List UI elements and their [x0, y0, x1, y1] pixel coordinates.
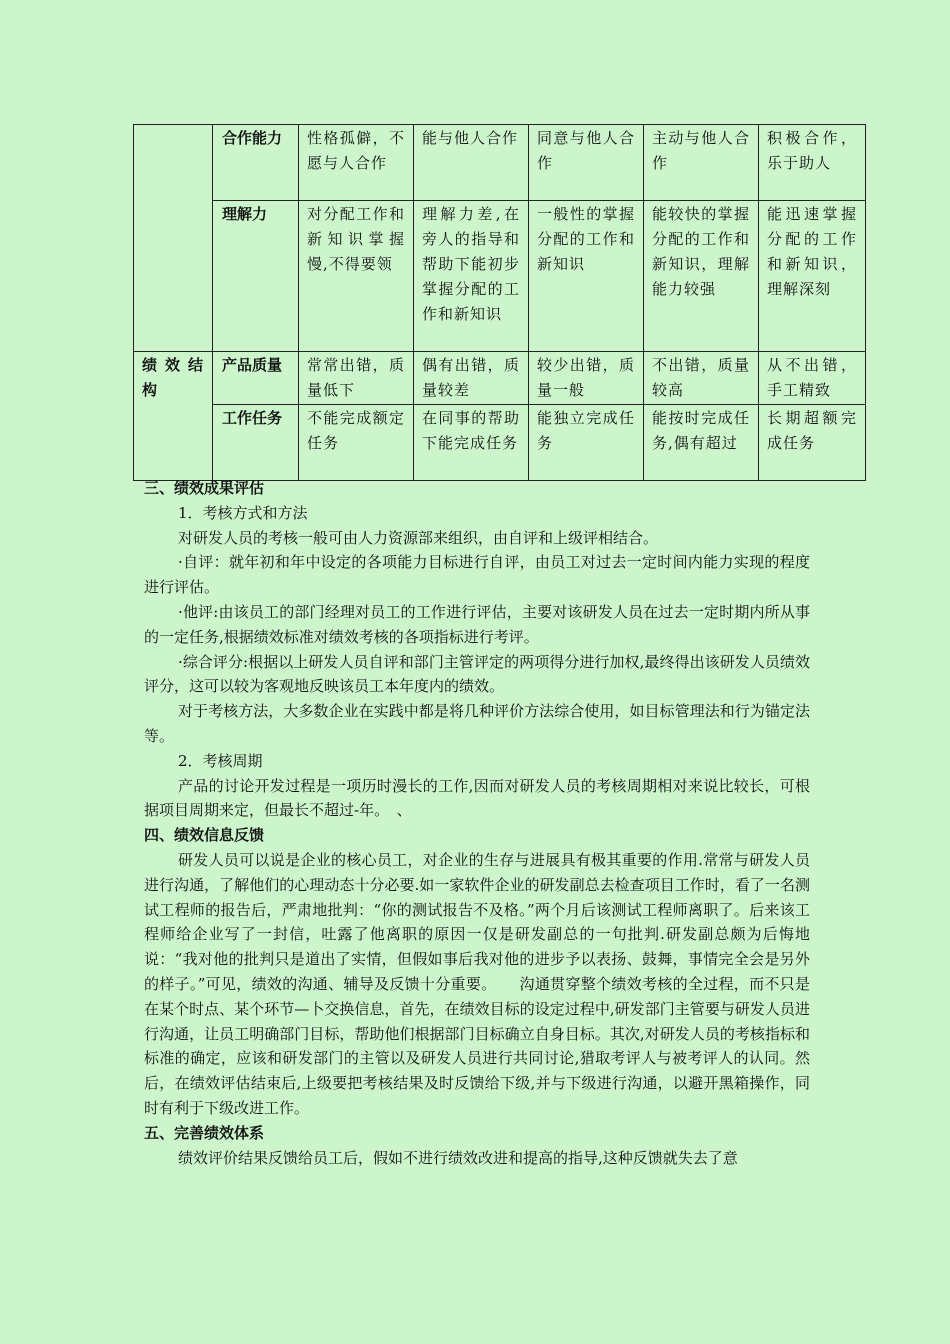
- level-cell: 能与他人合作: [414, 125, 529, 201]
- level-cell: 理解力差,在旁人的指导和帮助下能初步掌握分配的工作和新知识: [414, 201, 529, 352]
- level-cell: 能迅速掌握分配的工作和新知识，理解深刻: [759, 201, 866, 352]
- category-cell: [134, 125, 213, 352]
- item-cell: 工作任务: [213, 405, 299, 481]
- level-cell: 能独立完成任务: [529, 405, 644, 481]
- paragraph: ·他评:由该员工的部门经理对员工的工作进行评估，主要对该研发人员在过去一定时期内所从事的一定任务,根据绩效标准对绩效考核的各项指标进行考评。: [144, 602, 810, 646]
- section-heading: 四、绩效信息反馈: [144, 826, 265, 845]
- level-cell: 能较快的掌握分配的工作和新知识，理解能力较强: [644, 201, 759, 352]
- item-cell: 合作能力: [213, 125, 299, 201]
- level-cell: 性格孤僻，不愿与人合作: [299, 125, 414, 201]
- paragraph: 产品的讨论开发过程是一项历时漫长的工作,因而对研发人员的考核周期相对来说比较长，可根据项目周期来定，但最长不超过-年。 、: [144, 776, 810, 820]
- level-cell: 积极合作，乐于助人: [759, 125, 866, 201]
- level-cell: 同意与他人合作: [529, 125, 644, 201]
- level-cell: 较少出错，质量一般: [529, 352, 644, 405]
- section-heading: 五、完善绩效体系: [144, 1123, 265, 1142]
- level-cell: 偶有出错，质量较差: [414, 352, 529, 405]
- level-cell: 不能完成额定任务: [299, 405, 414, 481]
- level-cell: 主动与他人合作: [644, 125, 759, 201]
- table-row: [134, 125, 866, 201]
- table-row: [134, 352, 866, 405]
- sub-heading: 2．考核周期: [178, 751, 263, 770]
- table-row: [134, 201, 866, 352]
- table-row: [134, 405, 866, 481]
- level-cell: 在同事的帮助下能完成任务: [414, 405, 529, 481]
- level-cell: 长期超额完成任务: [759, 405, 866, 481]
- category-cell: 绩效结构: [134, 352, 213, 481]
- level-cell: 能按时完成任务,偶有超过: [644, 405, 759, 481]
- evaluation-table: [133, 124, 866, 481]
- level-cell: 一般性的掌握分配的工作和新知识: [529, 201, 644, 352]
- item-cell: 产品质量: [213, 352, 299, 405]
- level-cell: 从不出错，手工精致: [759, 352, 866, 405]
- paragraph: 绩效评价结果反馈给员工后，假如不进行绩效改进和提高的指导,这种反馈就失去了意: [178, 1148, 738, 1167]
- body-text: [144, 476, 810, 1170]
- paragraph: 对于考核方法，大多数企业在实践中都是将几种评价方法综合使用，如目标管理法和行为锚定法等。: [144, 702, 810, 745]
- level-cell: 常常出错，质量低下: [299, 352, 414, 405]
- level-cell: 对分配工作和新知识掌握慢,不得要领: [299, 201, 414, 352]
- section-heading: 三、绩效成果评估: [144, 479, 265, 497]
- paragraph: ·自评：就年初和年中设定的各项能力目标进行自评，由员工对过去一定时间内能力实现的程度进行评估。: [144, 553, 810, 597]
- level-cell: 不出错，质量较高: [644, 352, 759, 405]
- sub-heading: 1．考核方式和方法: [178, 503, 308, 522]
- item-cell: 理解力: [213, 201, 299, 352]
- paragraph: 研发人员可以说是企业的核心员工，对企业的生存与进展具有极其重要的作用.常常与研发人员进行沟通，了解他们的心理动态十分必要.如一家软件企业的研发副总去检查项目工作时，看了一名测试工程师的报告后，严肃地批判：“你的测试报告不及格。”两个月后该测试工程师离职了。后来该工程师给企业写了一封信，吐露了他离职的原因一仅是研发副总的一句批判.研发副总颇为后悔地说：“我对他的批判只是道出了实情，但假如事后我对他的进步予以表扬、鼓舞，事情完全会是另外的样子。”可见，绩效的沟通、辅导及反馈十分重要。 沟通贯穿整个绩效考核的全过程，而不只是在某个时点、某个环节—卜交换信息，首先，在绩效目标的设定过程中,研发部门主管要与研发人员进行沟通，让员工明确部门目标，帮助他们根据部门目标确立自身目标。其次,对研发人员的考核指标和标准的确定，应该和研发部门的主管以及研发人员进行共同讨论,猎取考评人与被考评人的认同。然后，在绩效评估结束后,上级要把考核结果及时反馈给下级,并与下级进行沟通，以避开黑箱操作，同时有利于下级改进工作。: [144, 850, 810, 1117]
- paragraph: ·综合评分:根据以上研发人员自评和部门主管评定的两项得分进行加权,最终得出该研发人员绩效评分，这可以较为客观地反映该员工本年度内的绩效。: [144, 652, 810, 696]
- paragraph: 对研发人员的考核一般可由人力资源部来组织，由自评和上级评相结合。: [178, 528, 659, 547]
